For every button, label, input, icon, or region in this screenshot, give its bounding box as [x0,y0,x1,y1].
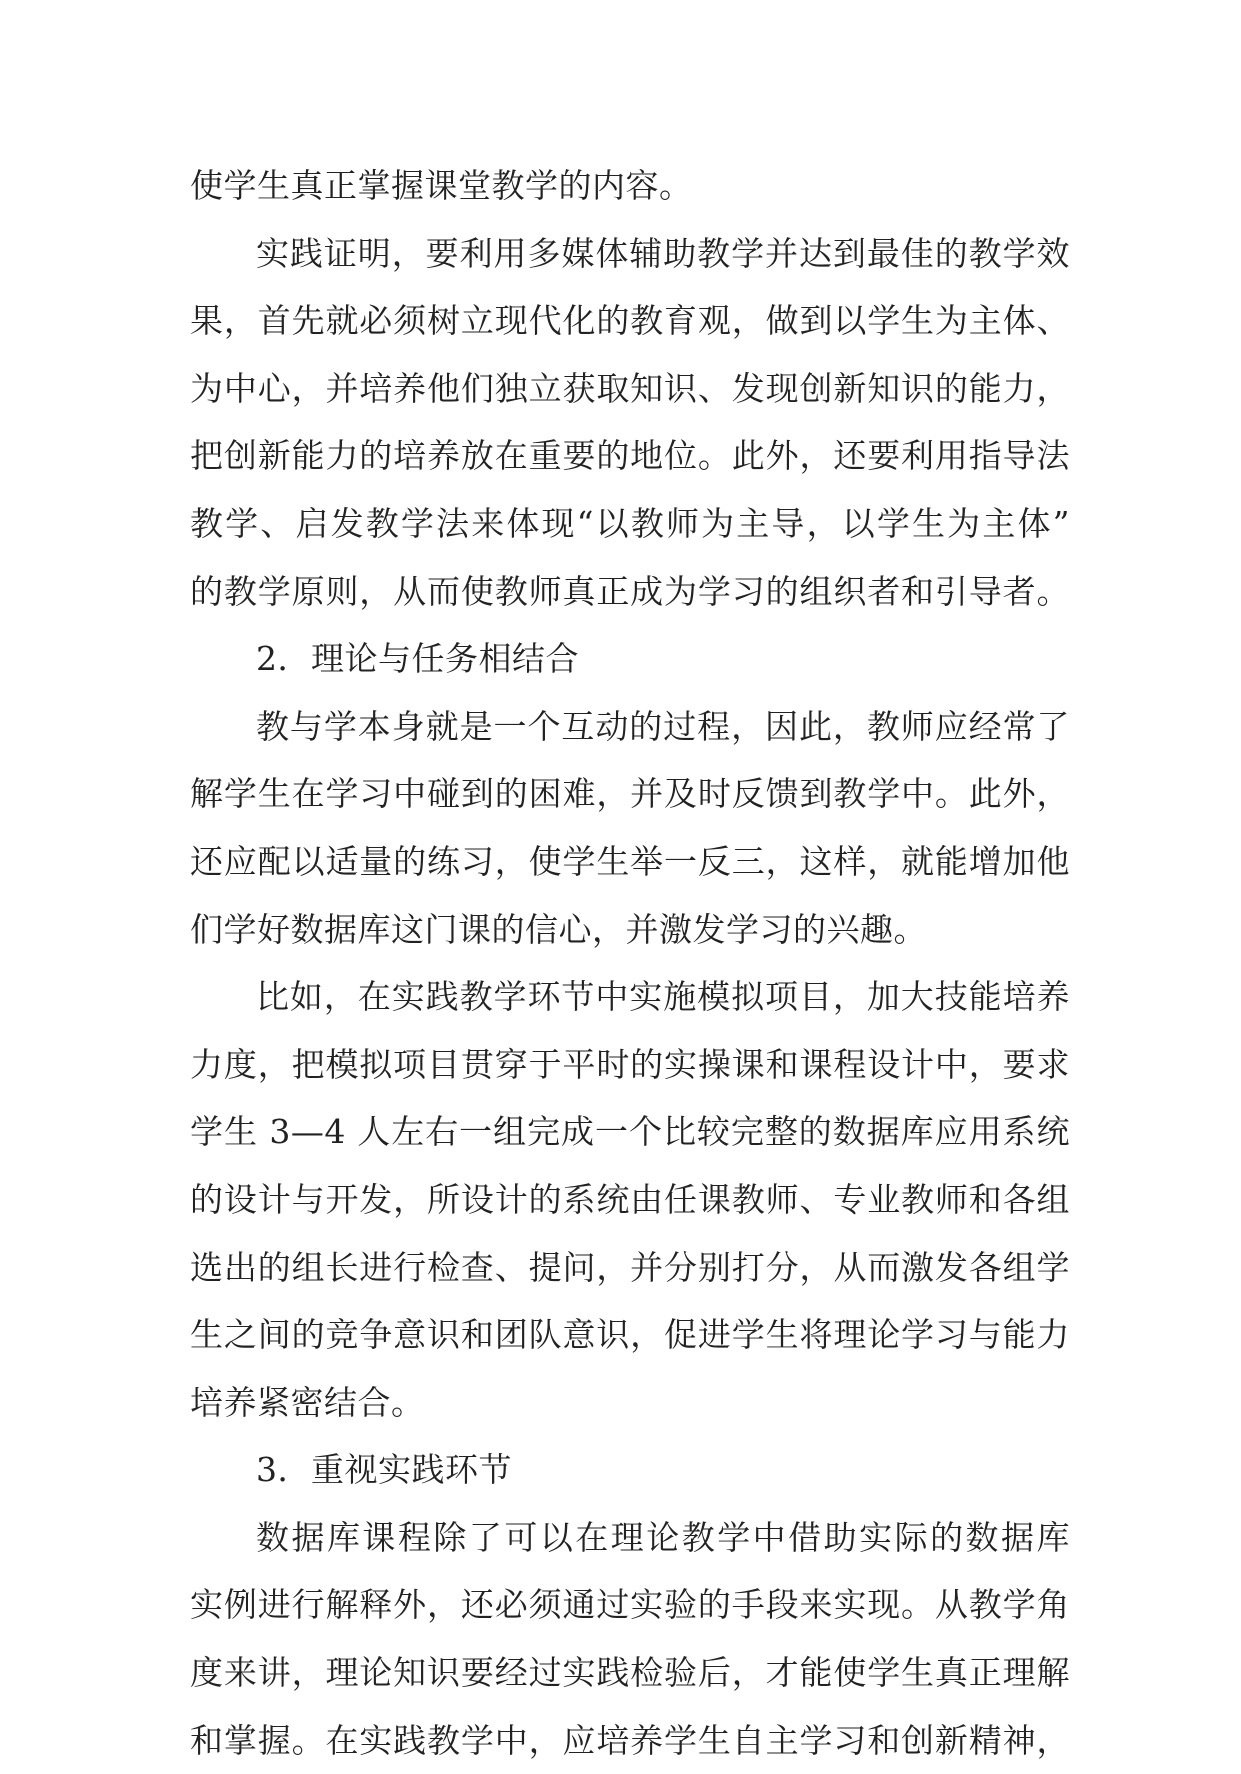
text-line: 解学生在学习中碰到的困难，并及时反馈到教学中。此外， [190,774,1070,814]
text-line: 使学生真正掌握课堂教学的内容。 [190,166,693,205]
text-line: 实例进行解释外，还必须通过实验的手段来实现。从教学角 [190,1585,1070,1625]
text-line: 度来讲，理论知识要经过实践检验后，才能使学生真正理解 [190,1653,1070,1693]
text-line: 数据库课程除了可以在理论教学中借助实际的数据库 [256,1517,1070,1557]
text-line: 生之间的竞争意识和团队意识，促进学生将理论学习与能力 [190,1315,1070,1355]
text-line: 和掌握。在实践教学中，应培养学生自主学习和创新精神， [190,1720,1070,1760]
text-line: 把创新能力的培养放在重要的地位。此外，还要利用指导法 [190,436,1070,476]
text-line: 为中心，并培养他们独立获取知识、发现创新知识的能力， [190,368,1070,408]
text-line: 培养紧密结合。 [190,1382,425,1422]
text-line: 的教学原则，从而使教师真正成为学习的组织者和引导者。 [190,571,1070,611]
text-line: 果，首先就必须树立现代化的教育观，做到以学生为主体、 [190,301,1070,341]
text-line: 力度，把模拟项目贯穿于平时的实操课和课程设计中，要求 [190,1044,1070,1084]
text-line: 选出的组长进行检查、提问，并分别打分，从而激发各组学 [190,1247,1070,1287]
text-line: 还应配以适量的练习，使学生举一反三，这样，就能增加他 [190,841,1070,881]
text-line: 实践证明，要利用多媒体辅助教学并达到最佳的教学效 [256,233,1070,273]
text-line: 的设计与开发，所设计的系统由任课教师、专业教师和各组 [190,1179,1070,1219]
text-line: 教与学本身就是一个互动的过程，因此，教师应经常了 [256,706,1070,746]
section-heading: 3．重视实践环节 [256,1450,512,1490]
text-line: 比如，在实践教学环节中实施模拟项目，加大技能培养 [256,977,1070,1017]
body-text [190,152,1070,1774]
section-heading: 2．理论与任务相结合 [256,639,579,679]
text-line: 学生 3—4 人左右一组完成一个比较完整的数据库应用系统 [190,1112,1070,1152]
text-line: 们学好数据库这门课的信心，并激发学习的兴趣。 [190,909,927,949]
text-line: 教学、启发教学法来体现“以教师为主导，以学生为主体” [190,503,1070,543]
